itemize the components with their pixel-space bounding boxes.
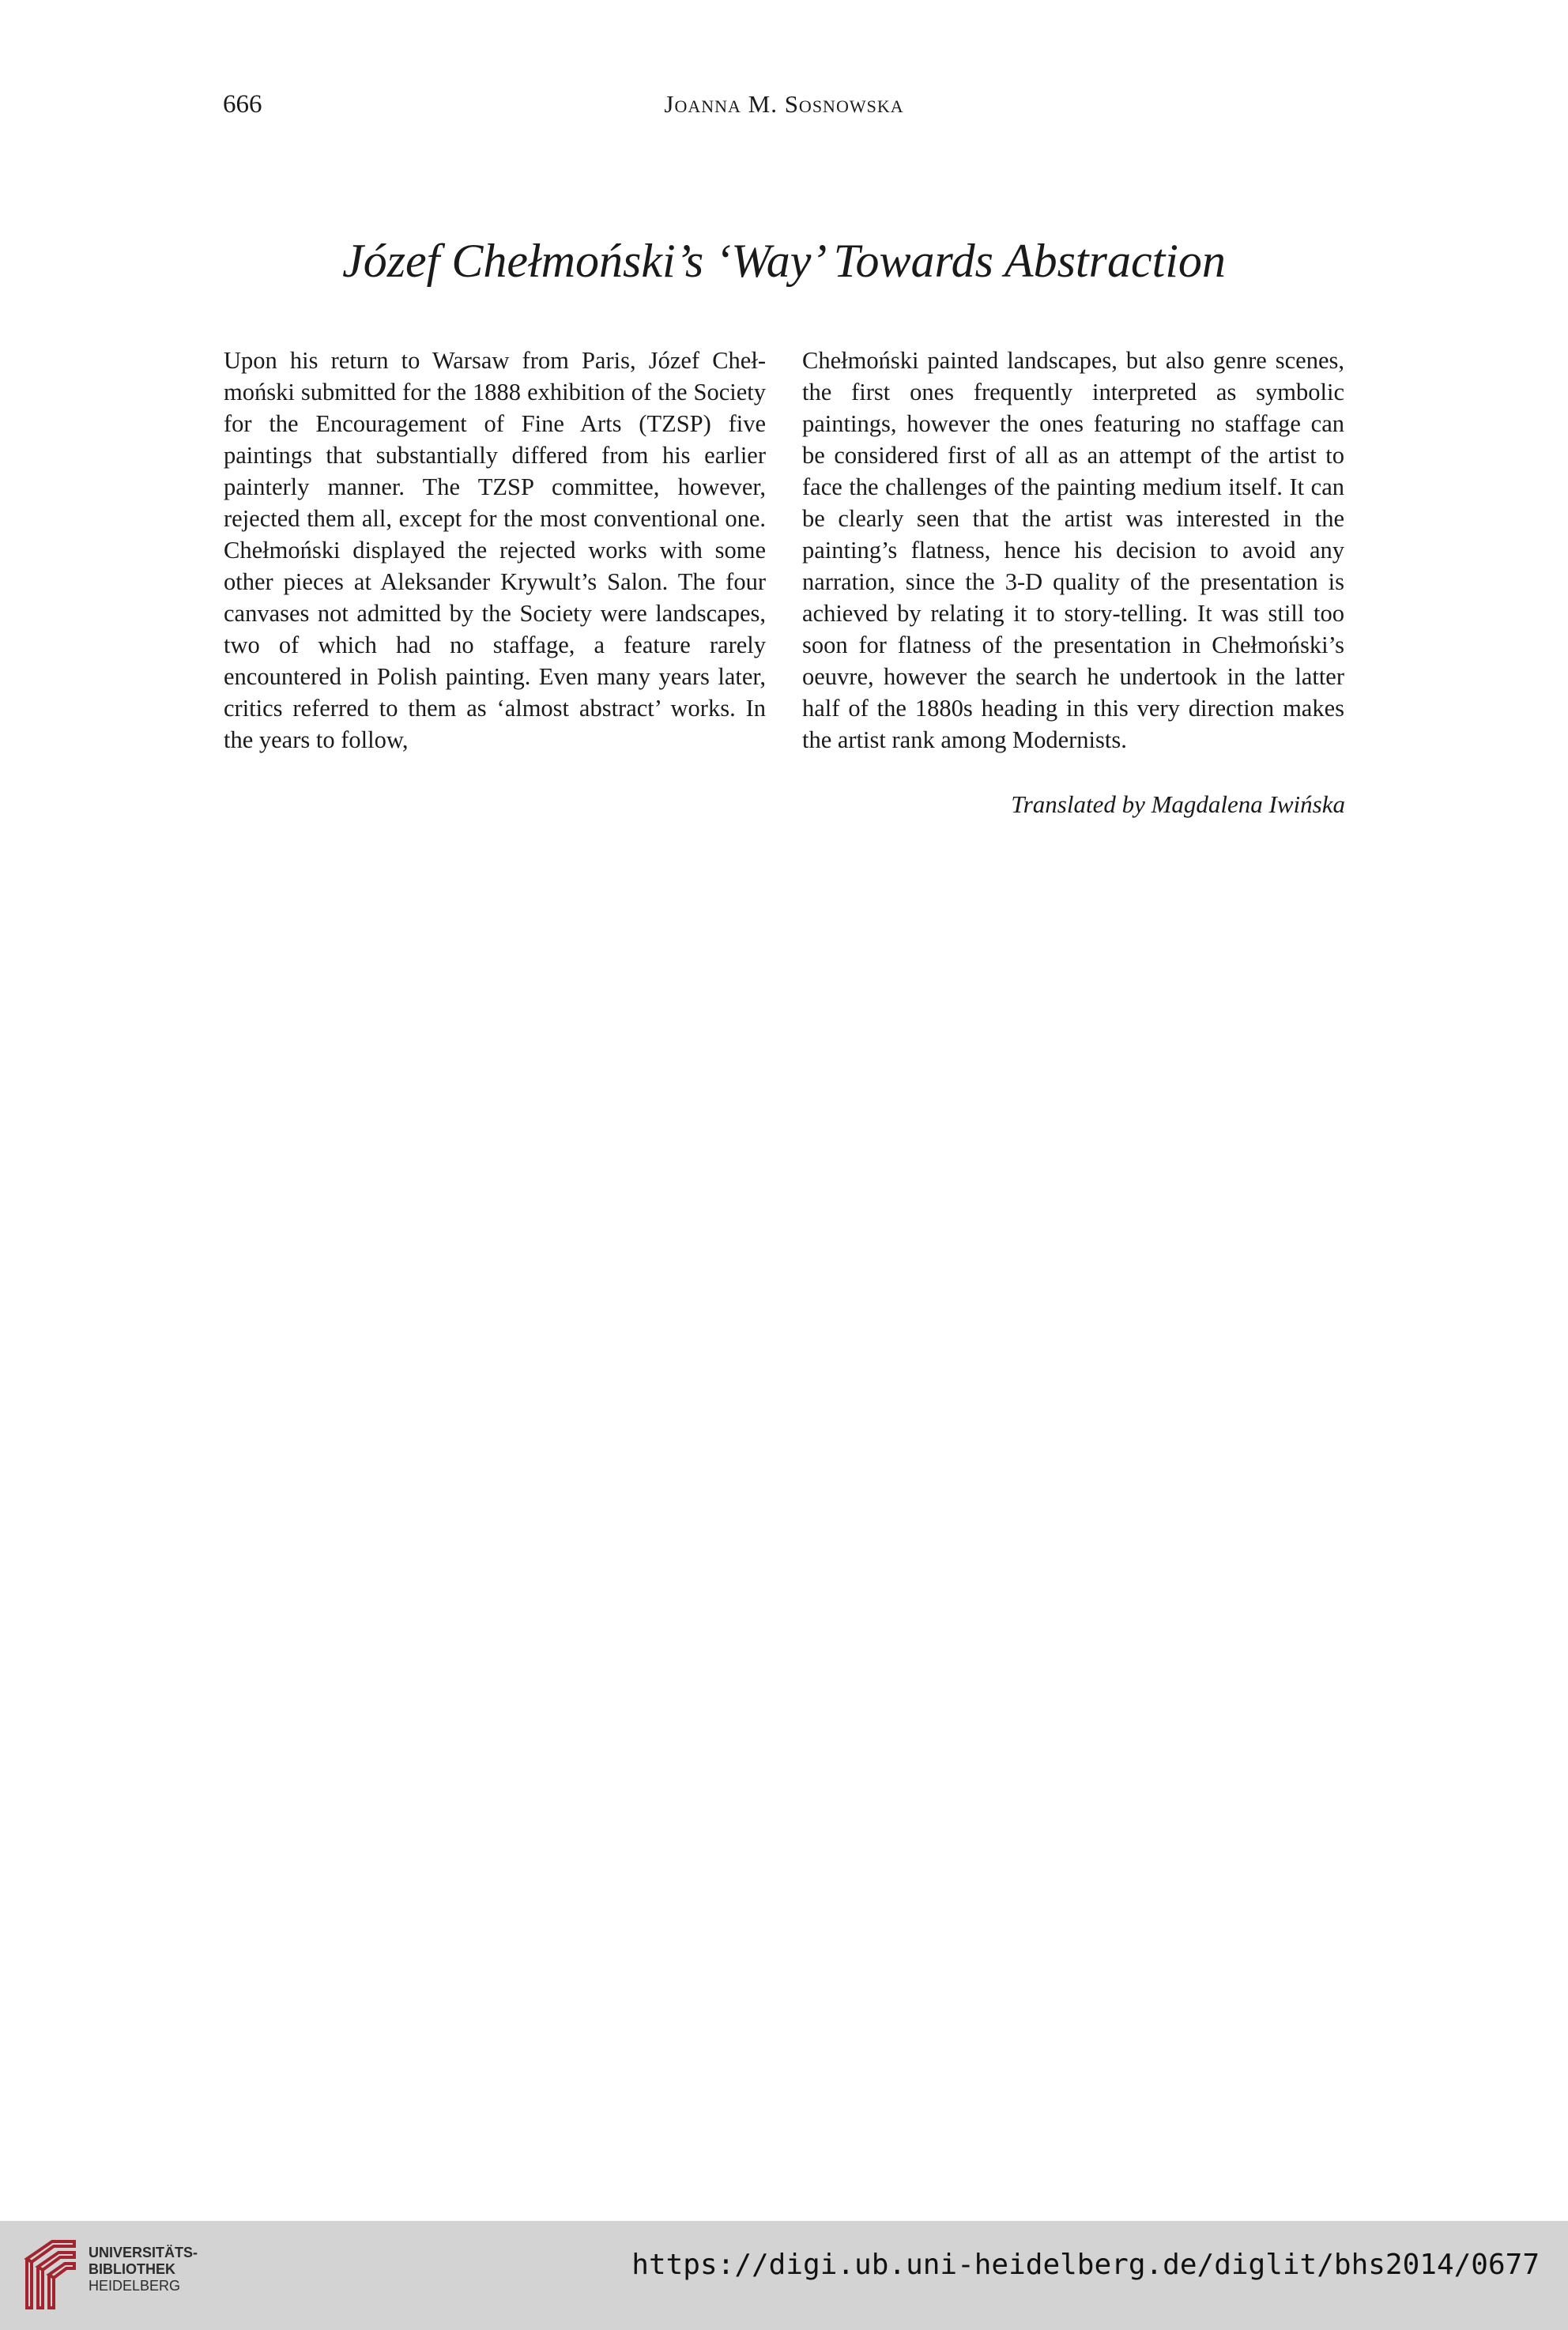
footer-bar [0,2221,1568,2330]
library-name-line-3: HEIDELBERG [89,2278,181,2294]
source-url-link[interactable]: https://digi.ub.uni-heidelberg.de/diglit/bhs2014/0677 [631,2249,1540,2281]
body-column-left: Upon his return to Warsaw from Paris, Józef Chełmoński submitted for the 1888 exhibition of the Society for the Encouragement of Fine Arts (TZSP) five paintings that substantially differed from his earlier painterly manner. The TZSP committee, however, rejected them all, except for the most conventional one. Chełmoński displayed the rejected works with some other pieces at Aleksander Krywult’s Salon. The four canvases not admitted by the Society were landscapes, two of which had no staffage, a feature rarely encountered in Polish painting. Even many years later, critics referred to them as ‘almost abstract’ works. In the years to follow, [224,347,766,753]
article-title: Józef Chełmoński’s ‘Way’ Towards Abstraction [342,235,1226,287]
library-name-line-1: UNIVERSITÄTS- [89,2245,198,2260]
heidelberg-library-logo-icon[interactable] [19,2235,82,2314]
translator-credit: Translated by Magdalena Iwińska [1011,790,1345,818]
page-number: 666 [223,90,262,119]
library-name [89,2245,198,2294]
body-column-right: Chełmoński painted landscapes, but also genre scenes, the first ones frequently interpreted as symbolic paintings, however the ones featuring no staffage can be considered first of all as an attempt of the artist to face the challenges of the painting medium itself. It can be clearly seen that the artist was interested in the painting’s flatness, hence his decision to avoid any narration, since the 3-D quality of the presentation is achieved by relating it to story-telling. It was still too soon for flatness of the presentation in Chełmoński’s oeuvre, however the search he undertook in the latter half of the 1880s heading in this very direction makes the artist rank among Modernists. [802,347,1344,753]
running-head: Joanna M. Sosnowska [664,90,904,118]
library-name-line-2: BIBLIOTHEK [89,2261,175,2277]
